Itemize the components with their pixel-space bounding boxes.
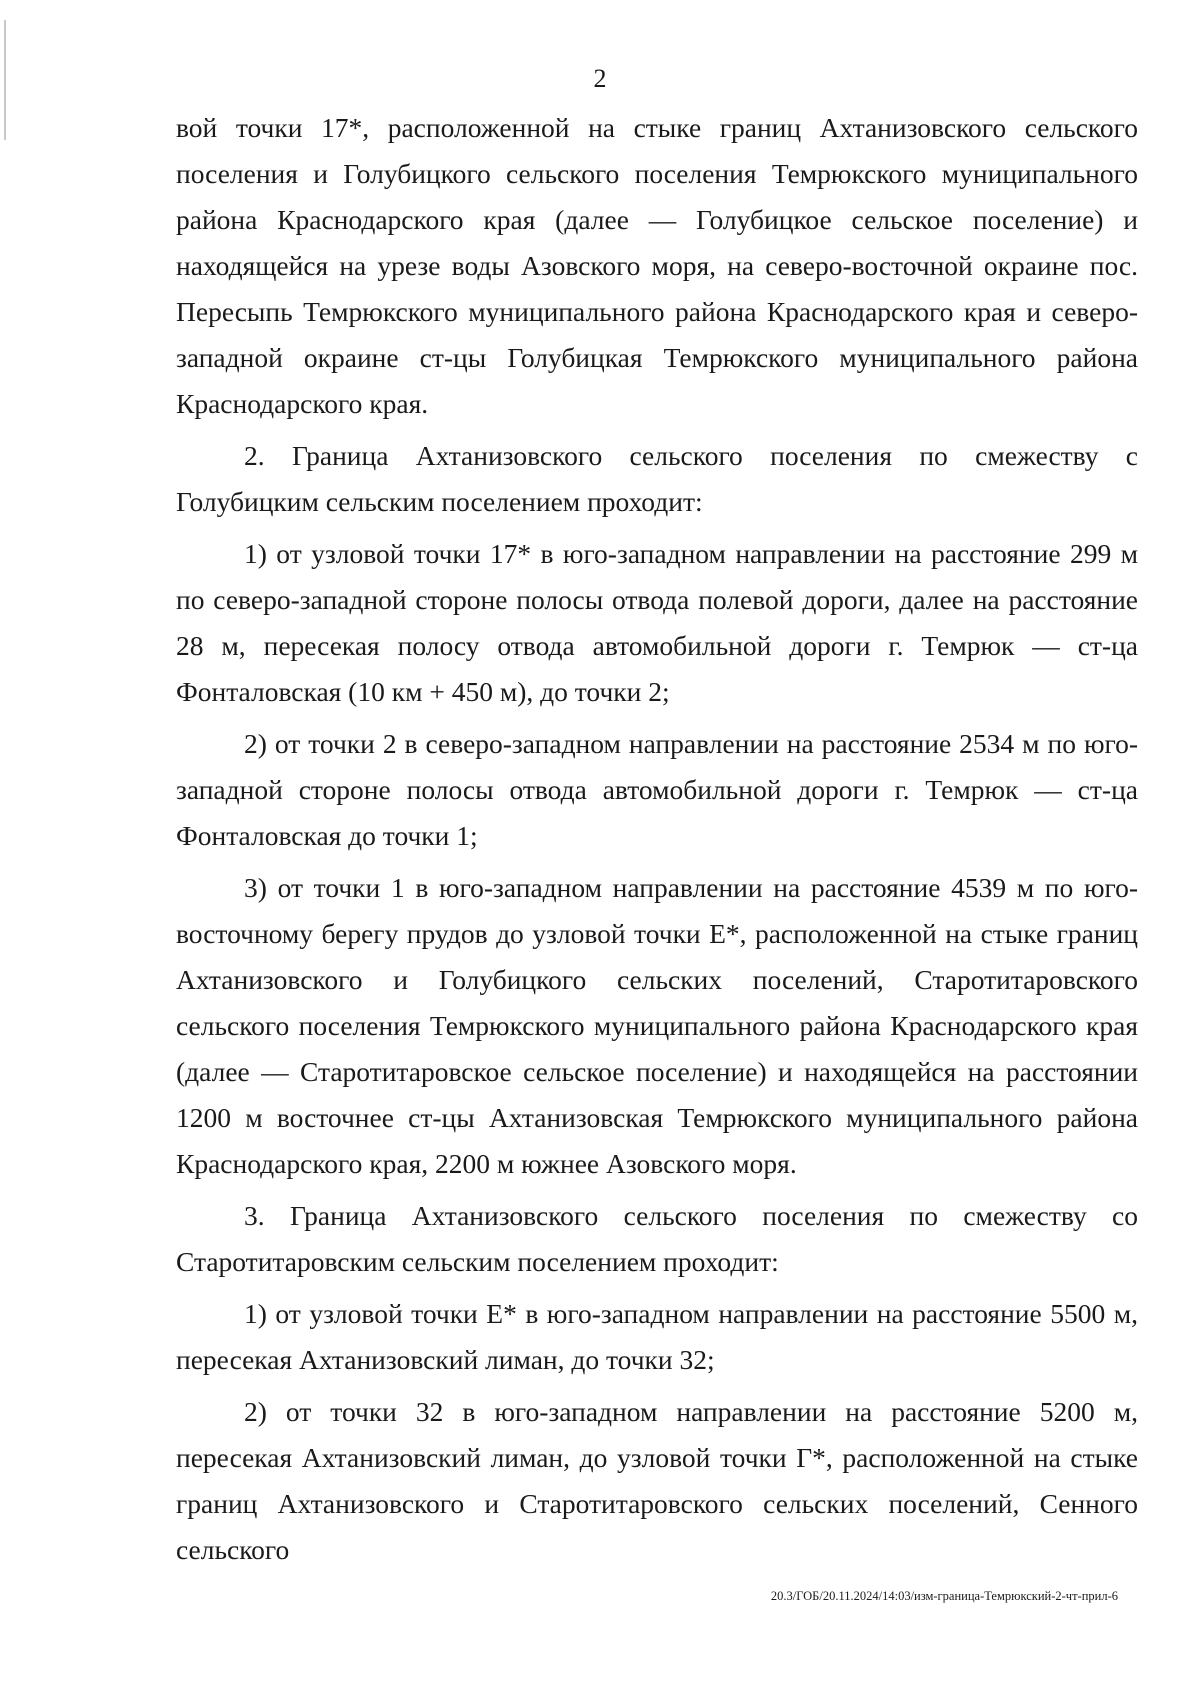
paragraph-section-3: 3. Граница Ахтанизовского сельского поселения по смежеству со Старотитаровским сельским поселением проходит: bbox=[176, 1200, 1138, 1277]
paragraph-continuation: вой точки 17*, расположенной на стыке границ Ахтанизовского сельского поселения и Голубицкого сельского поселения Темрюкского муниципального района Краснодарского края (далее — Голубицкое сельское поселение) и находящейся на урезе воды Азовского моря, на северо-восточной окраине пос. Пересыпь Темрюкского муниципального района Краснодарского края и северо-западной окраине ст-цы Голубицкая Темрюкского муниципального района Краснодарского края. bbox=[176, 112, 1138, 419]
paragraph-section-2: 2. Граница Ахтанизовского сельского поселения по смежеству с Голубицким сельским поселением проходит: bbox=[176, 440, 1138, 517]
document-body bbox=[176, 105, 1138, 1579]
paragraph-section-3-item-1: 1) от узловой точки Е* в юго-западном направлении на расстояние 5500 м, пересекая Ахтанизовский лиман, до точки 32; bbox=[176, 1298, 1138, 1375]
paragraph-section-2-item-3: 3) от точки 1 в юго-западном направлении на расстояние 4539 м по юго-восточному берегу прудов до узловой точки Е*, расположенной на стыке границ Ахтанизовского и Голубицкого сельских поселений, Старотитаровского сельского поселения Темрюкского муниципального района Краснодарского края (далее — Старотитаровское сельское поселение) и находящейся на расстоянии 1200 м восточнее ст-цы Ахтанизовская Темрюкского муниципального района Краснодарского края, 2200 м южнее Азовского моря. bbox=[176, 872, 1138, 1179]
paragraph-section-3-item-2: 2) от точки 32 в юго-западном направлении на расстояние 5200 м, пересекая Ахтанизовский лиман, до узловой точки Г*, расположенной на стыке границ Ахтанизовского и Старотитаровского сельских поселений, Сенного сельского bbox=[176, 1396, 1138, 1565]
page-number: 2 bbox=[593, 64, 607, 93]
paragraph-section-2-item-1: 1) от узловой точки 17* в юго-западном направлении на расстояние 299 м по северо-западной стороне полосы отвода полевой дороги, далее на расстояние 28 м, пересекая полосу отвода автомобильной дороги г. Темрюк — ст-ца Фонталовская (10 км + 450 м), до точки 2; bbox=[176, 538, 1138, 707]
paragraph-section-2-item-2: 2) от точки 2 в северо-западном направлении на расстояние 2534 м по юго-западной стороне полосы отвода автомобильной дороги г. Темрюк — ст-ца Фонталовская до точки 1; bbox=[176, 728, 1138, 851]
document-footer-id: 20.3/ГОБ/20.11.2024/14:03/изм-граница-Темрюкский-2-чт-прил-6 bbox=[770, 1589, 1118, 1603]
